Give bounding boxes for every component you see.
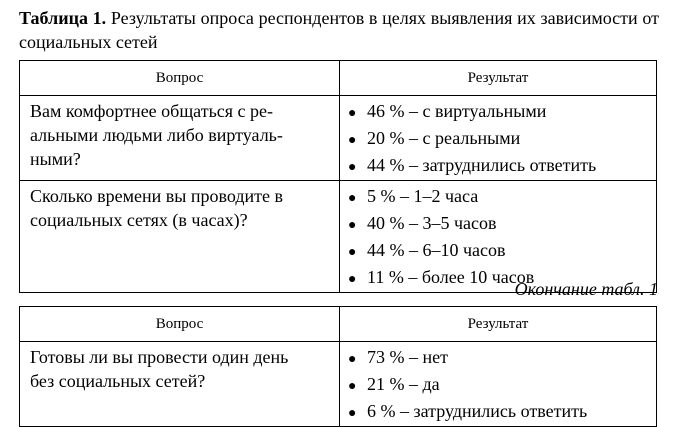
bullet-icon: ●: [348, 218, 357, 233]
question-line: Сколько времени вы проводите в: [30, 186, 283, 206]
header-result: Результат: [340, 61, 657, 96]
survey-table: [19, 60, 657, 293]
result-item: ● 5 % – 1–2 часа: [348, 184, 648, 211]
question-line: ными?: [30, 149, 81, 169]
result-item: ● 21 % – да: [348, 372, 648, 399]
bullet-icon: ●: [348, 352, 357, 367]
header-row: [20, 307, 657, 342]
question-line: Вам комфортнее общаться с ре-: [30, 101, 274, 121]
question-line: альными людьми либо виртуаль-: [30, 125, 283, 145]
result-item: ● 44 % – затруднились ответить: [348, 153, 648, 180]
question-line: Готовы ли вы провести один день: [30, 347, 289, 367]
caption-text: Результаты опроса респондентов в целях выявления их зависимости от социальных сетей: [19, 8, 659, 52]
header-question: Вопрос: [20, 307, 340, 342]
bullet-icon: ●: [348, 133, 357, 148]
result-item: ● 44 % – 6–10 часов: [348, 238, 648, 265]
continuation-label: Окончание табл. 1: [514, 279, 658, 299]
result-cell: [340, 181, 657, 293]
bullet-icon: ●: [348, 191, 357, 206]
question-line: социальных сетях (в часах)?: [30, 210, 248, 230]
result-item: ● 46 % – с виртуальными: [348, 99, 648, 126]
result-cell: [340, 96, 657, 181]
table-row: [20, 181, 657, 293]
header-row: [20, 61, 657, 96]
header-question: Вопрос: [20, 61, 340, 96]
result-cell: [340, 342, 657, 427]
question-cell: [20, 96, 340, 181]
table-row: [20, 342, 657, 427]
header-result: Результат: [340, 307, 657, 342]
bullet-icon: ●: [348, 245, 357, 260]
survey-table-continued: [19, 306, 657, 427]
bullet-icon: ●: [348, 160, 357, 175]
result-item: ● 73 % – нет: [348, 345, 648, 372]
result-item: ● 11 % – более 10 часов: [348, 265, 648, 292]
question-cell: [20, 342, 340, 427]
result-item: ● 20 % – с реальными: [348, 126, 648, 153]
bullet-icon: ●: [348, 272, 357, 287]
question-cell: [20, 181, 340, 293]
result-item: ● 6 % – затруднились ответить: [348, 399, 648, 426]
table-caption: [19, 6, 659, 54]
bullet-icon: ●: [348, 379, 357, 394]
table-row: [20, 96, 657, 181]
question-line: без социальных сетей?: [30, 371, 206, 391]
bullet-icon: ●: [348, 406, 357, 421]
result-item: ● 40 % – 3–5 часов: [348, 211, 648, 238]
caption-label: Таблица 1.: [19, 8, 107, 28]
bullet-icon: ●: [348, 106, 357, 121]
